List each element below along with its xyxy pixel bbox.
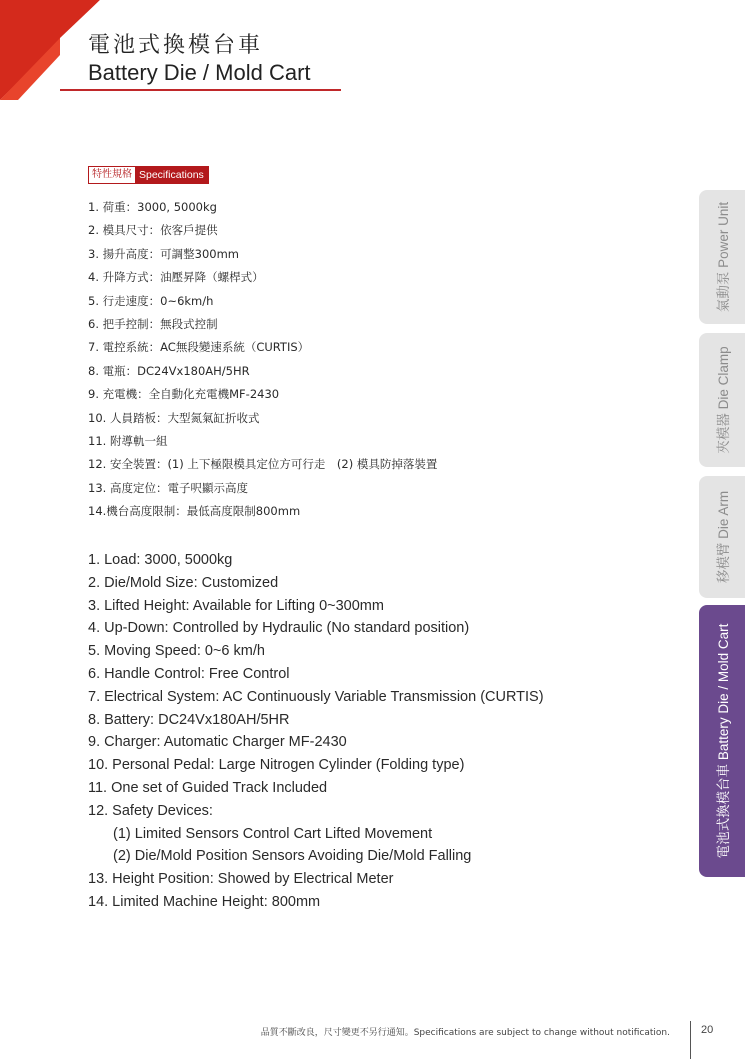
spec-item-en: 9. Charger: Automatic Charger MF-2430 [88, 734, 347, 751]
title-english: Battery Die / Mold Cart [88, 60, 311, 85]
corner-accent-graphic [0, 0, 100, 100]
spec-item-en: 11. One set of Guided Track Included [88, 779, 328, 796]
footer-divider [690, 1021, 691, 1059]
spec-item-cn: 6. 把手控制：無段式控制 [88, 316, 218, 331]
spec-item-cn: 14.機台高度限制：最低高度限制800mm [88, 504, 301, 519]
specs-list-english [88, 549, 544, 914]
spec-item-cn: 1. 荷重：3000, 5000kg [88, 200, 217, 214]
side-tab-power-unit[interactable] [699, 190, 745, 324]
page-number: 20 [701, 1024, 714, 1036]
spec-item-en: 5. Moving Speed: 0~6 km/h [88, 643, 265, 660]
footer-notice: 品質不斷改良，尺寸變更不另行通知。Specifications are subject to change without notification. [260, 1028, 670, 1038]
specifications-badge-en: Specifications [135, 167, 208, 183]
spec-item-en: 12. Safety Devices: [88, 802, 213, 819]
spec-item-en: 4. Up-Down: Controlled by Hydraulic (No standard position) [88, 620, 470, 637]
spec-item-cn: 8. 電瓶：DC24Vx180AH/5HR [88, 363, 250, 378]
side-tab-label: 電池式換模台車 Battery Die / Mold Cart [716, 623, 731, 859]
spec-item-cn: 4. 升降方式：油壓昇降（螺桿式） [88, 270, 264, 285]
specifications-badge [88, 166, 209, 184]
spec-item-cn: 3. 揚升高度：可調整300mm [88, 246, 239, 261]
side-tab-label: 氣動泵 Power Unit [716, 201, 731, 313]
spec-item-cn: 5. 行走速度：0~6km/h [88, 293, 214, 308]
spec-item-en: 8. Battery: DC24Vx180AH/5HR [88, 711, 290, 728]
specs-list-chinese [88, 196, 437, 523]
spec-item-en: 13. Height Position: Showed by Electrical Meter [88, 871, 394, 888]
spec-item-en: 6. Handle Control: Free Control [88, 665, 290, 682]
title-underline [60, 89, 341, 91]
spec-subitem-en: (1) Limited Sensors Control Cart Lifted Movement [113, 825, 433, 842]
title-chinese: 電池式換模台車 [88, 33, 264, 58]
spec-item-en: 3. Lifted Height: Available for Lifting 0~300mm [88, 597, 384, 614]
spec-item-cn: 7. 電控系統：AC無段變速系統（CURTIS） [88, 340, 310, 355]
spec-item-en: 2. Die/Mold Size: Customized [88, 574, 279, 591]
spec-subitem-en: (2) Die/Mold Position Sensors Avoiding Die/Mold Falling [113, 848, 472, 865]
side-tab-battery-die-mold-cart[interactable] [699, 605, 745, 877]
page-title [88, 33, 311, 87]
spec-item-cn: 2. 模具尺寸：依客戶提供 [88, 223, 218, 238]
side-tab-die-clamp[interactable] [699, 333, 745, 467]
spec-item-cn: 13. 高度定位：電子呎顯示高度 [88, 480, 248, 495]
side-tab-label: 移模臂 Die Arm [716, 490, 731, 584]
spec-item-cn: 9. 充電機：全自動化充電機MF-2430 [88, 387, 280, 402]
spec-item-en: 14. Limited Machine Height: 800mm [88, 893, 321, 910]
side-tab-die-arm[interactable] [699, 476, 745, 598]
specifications-badge-cn: 特性規格 [89, 167, 135, 183]
side-tab-label: 夾模器 Die Clamp [716, 346, 731, 454]
spec-item-en: 1. Load: 3000, 5000kg [88, 552, 233, 568]
spec-item-cn: 11. 附導軌一組 [88, 433, 168, 448]
spec-item-en: 7. Electrical System: AC Continuously Variable Transmission (CURTIS) [88, 688, 544, 705]
spec-item-cn: 10. 人員踏板：大型氮氣缸折收式 [88, 410, 260, 425]
spec-item-en: 10. Personal Pedal: Large Nitrogen Cylinder (Folding type) [88, 757, 465, 774]
spec-item-cn: 12. 安全裝置：(1) 上下極限模具定位方可行走 (2) 模具防掉落裝置 [88, 457, 438, 472]
